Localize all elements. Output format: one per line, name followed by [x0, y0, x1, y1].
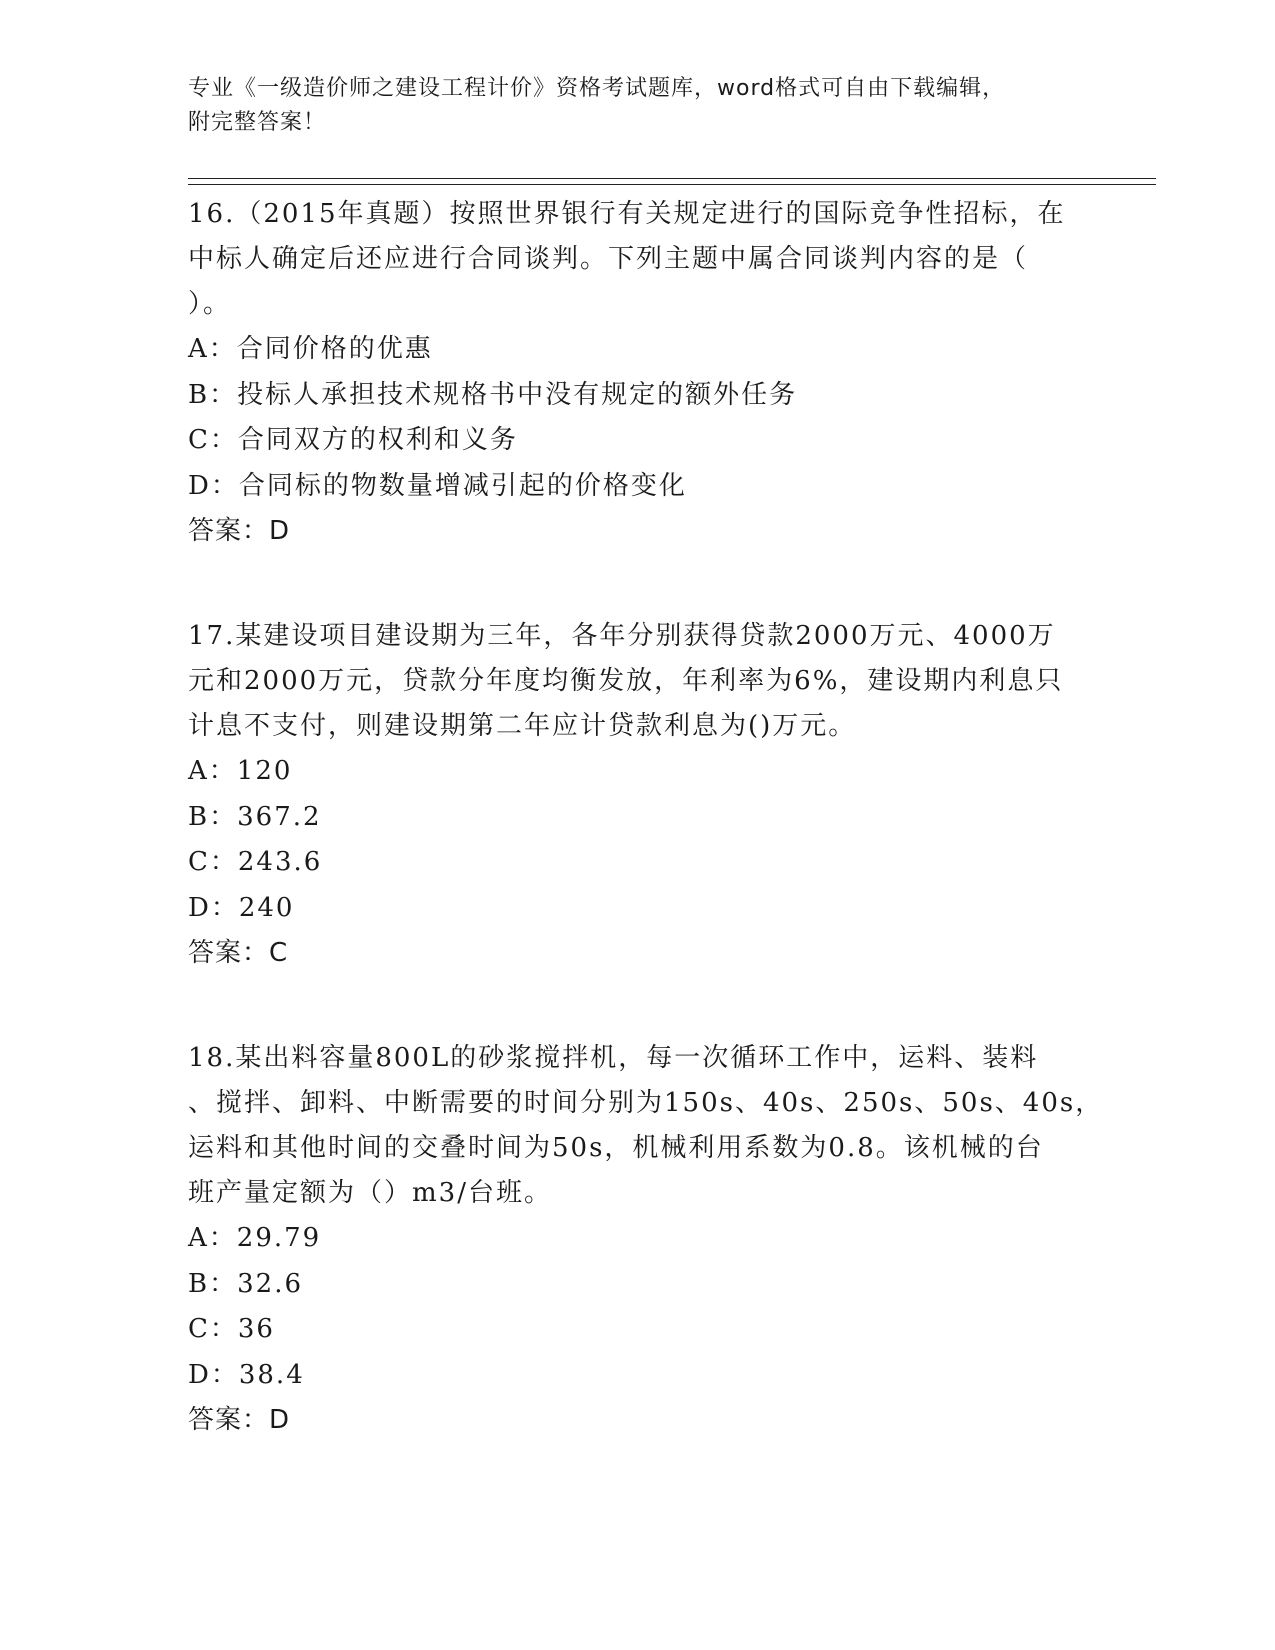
header-divider-top: [188, 178, 1156, 179]
stem-line: 计息不支付，则建设期第二年应计贷款利息为()万元。: [188, 711, 857, 741]
stem-line: 中标人确定后还应进行合同谈判。下列主题中属合同谈判内容的是（: [188, 244, 1029, 274]
header-line-2: 附完整答案！: [188, 110, 327, 135]
option-b: B：367.2: [188, 801, 322, 832]
stem-line: 16.（2015年真题）按照世界银行有关规定进行的国际竞争性招标，在: [188, 199, 1066, 229]
stem-line: 元和2000万元，贷款分年度均衡发放，年利率为6%，建设期内利息只: [188, 666, 1064, 696]
question-list: [188, 188, 1104, 1499]
option-c: C：243.6: [188, 847, 323, 877]
question-17: [188, 610, 1088, 976]
header-line-1: 专业《一级造价师之建设工程计价》资格考试题库，word格式可自由下载编辑，: [188, 76, 1006, 101]
header-divider-bottom: [188, 184, 1156, 185]
question-stem: [188, 1032, 1104, 1216]
question-stem: [188, 188, 1088, 327]
stem-line: ）。: [188, 289, 232, 319]
option-c: C：36: [188, 1314, 275, 1344]
option-a: A：合同价格的优惠: [188, 334, 433, 364]
answer: 答案：D: [188, 516, 291, 546]
option-b: B：32.6: [188, 1268, 303, 1299]
question-16: [188, 188, 1088, 554]
option-d: D：240: [188, 892, 295, 923]
question-18: [188, 1032, 1104, 1443]
question-stem: [188, 610, 1088, 749]
stem-line: 17.某建设项目建设期为三年，各年分别获得贷款2000万元、4000万: [188, 621, 1056, 651]
option-a: A：120: [188, 756, 293, 786]
stem-line: 、搅拌、卸料、中断需要的时间分别为150s、40s、250s、50s、40s，: [188, 1088, 1104, 1118]
answer: 答案：C: [188, 938, 289, 968]
answer: 答案：D: [188, 1405, 291, 1435]
option-c: C：合同双方的权利和义务: [188, 425, 518, 455]
stem-line: 班产量定额为（）m3/台班。: [188, 1178, 552, 1208]
option-b: B：投标人承担技术规格书中没有规定的额外任务: [188, 379, 798, 410]
option-d: D：合同标的物数量增减引起的价格变化: [188, 470, 687, 501]
option-a: A：29.79: [188, 1223, 322, 1253]
stem-line: 18.某出料容量800L的砂浆搅拌机，每一次循环工作中，运料、装料: [188, 1043, 1039, 1073]
option-d: D：38.4: [188, 1359, 305, 1390]
document-header: [188, 72, 1088, 140]
stem-line: 运料和其他时间的交叠时间为50s，机械利用系数为0.8。该机械的台: [188, 1133, 1044, 1163]
